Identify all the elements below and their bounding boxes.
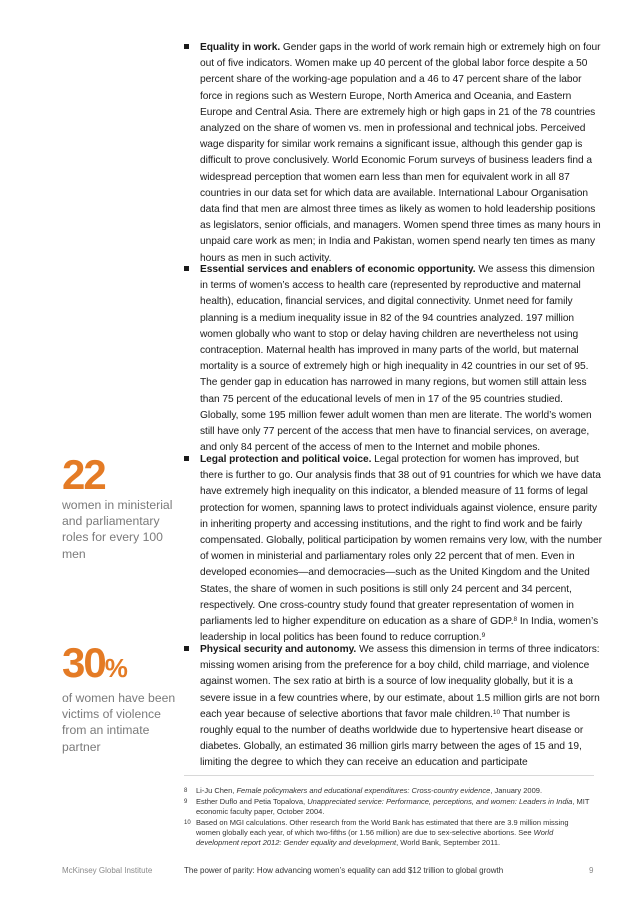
footnote-text: , January 2009. xyxy=(490,786,543,795)
footnote-10 xyxy=(184,818,594,848)
footnote-8 xyxy=(184,786,594,796)
bullet-heading: Physical security and autonomy. xyxy=(200,644,357,655)
footnote-text: Esther Duflo and Petia Topalova, xyxy=(196,797,308,806)
footnote-number: 9 xyxy=(184,799,188,805)
bullet-marker xyxy=(184,646,189,651)
footnote-divider xyxy=(184,775,594,776)
bullet-paragraph xyxy=(200,40,602,267)
bullet-legal-protection xyxy=(184,452,602,646)
footnote-ref: 8 xyxy=(513,616,518,624)
footnote-title: Female policymakers and educational expenditures: Cross-country evidence xyxy=(236,786,491,795)
bullet-marker xyxy=(184,44,189,49)
footnote-ref: 10 xyxy=(492,708,501,716)
footer-publisher: McKinsey Global Institute xyxy=(62,866,153,875)
bullet-marker xyxy=(184,456,189,461)
footnote-title: Unappreciated service: Performance, perceptions, and women: Leaders in India xyxy=(307,797,573,806)
footnote-text: Based on MGI calculations. Other research from the World Bank has estimated that there are 3.9 million missing women globally each year, of which two-fifths (or 1.56 million) are due to sex-selective abortions. See xyxy=(196,818,569,837)
footnote-title: World development report 2012: Gender equality and development xyxy=(196,828,554,847)
bullet-text: We assess this dimension in terms of women’s access to health care (represented by reproductive and maternal health), education, financial services, and digital connectivity. Unmet need for family planning is a medium inequality issue in 82 of the 94 countries analyzed. 197 million women globally who want to stop or delay having children are nevertheless not using contraception. Maternal health has improved in many parts of the world, but maternal mortality is a source of extremely high or high inequality in 42 countries in our set of 95. The gender gap in education has narrowed in many regions, but women still attain less than 75 percent of the educational levels of men in 17 of the 95 countries studied. Globally, some 195 million fewer adult women than men are literate. The world’s women still have only 77 percent of the access that men have to financial services, on average, and only 84 percent of the access of men to the Internet and mobile phones. xyxy=(200,264,595,454)
page-number: 9 xyxy=(589,866,594,875)
bullet-paragraph xyxy=(200,452,602,646)
stat-description: women in ministerial and parliamentary roles for every 100 men xyxy=(62,498,173,561)
stat-description: of women have been victims of violence from an intimate partner xyxy=(62,691,176,754)
footnote-9 xyxy=(184,797,594,817)
footnote-text: , MIT economic faculty paper, October 2004. xyxy=(196,797,590,816)
bullet-heading: Essential services and enablers of economic opportunity. xyxy=(200,264,476,275)
sidebar-stat-violence xyxy=(62,639,180,755)
stat-value: 30 xyxy=(62,639,105,686)
footnote-text: Li-Ju Chen, xyxy=(196,786,237,795)
bullet-text-continued: In India, women’s leadership in local politics has been found to reduce corruption. xyxy=(200,616,599,644)
bullet-heading: Legal protection and political voice. xyxy=(200,454,372,465)
bullet-marker xyxy=(184,266,189,271)
bullet-text-continued: That number is roughly equal to the number of deaths worldwide due to hypertensive heart disease or diabetes. Globally, an estimated 36 million girls marry between the ages of 15 and 19, limiting the degree to which they can receive an education and participate xyxy=(200,708,584,769)
stat-number xyxy=(62,639,180,688)
stat-suffix: % xyxy=(104,653,128,683)
sidebar-stat-women-ministerial xyxy=(62,451,180,562)
bullet-physical-security xyxy=(184,642,602,772)
footnotes xyxy=(184,786,594,849)
bullet-paragraph xyxy=(200,642,602,772)
bullet-paragraph xyxy=(200,262,602,456)
bullet-heading: Equality in work. xyxy=(200,42,281,53)
footnote-number: 8 xyxy=(184,788,188,794)
bullet-text: Gender gaps in the world of work remain high or extremely high on four out of five indicators. Women make up 40 percent of the global labor force despite a 50 percent share of the working-age population and a 46 to 47 percent share of the labor force in regions such as Western Europe, North America and Oceania, and Eastern Europe and Central Asia. There are extremely high or high gaps in 21 of the 78 countries analyzed on the share of women vs. men in professional and technical jobs. Perceived wage disparity for similar work remains a significant issue, although this gender gap is difficult to prove conclusively. World Economic Forum surveys of business leaders find a widespread perception that women earn less than men for equivalent work in all 87 countries in our data set for which data are available. International Labour Organisation data find that men are almost three times as likely as women to hold leadership positions as legislators, senior officials, and managers. Women spend three times as many hours in unpaid care work as men; in India and Pakistan, women spend nearly ten times as many hours as men in such activity. xyxy=(200,42,601,264)
bullet-text: We assess this dimension in terms of three indicators: missing women arising from the preference for a boy child, child marriage, and violence against women. The sex ratio at birth is a source of low inequality globally, but it is a severe issue in a few countries where, by our estimate, about 1.5 million girls are not born each year because of selective abortions that favor male children. xyxy=(200,644,600,720)
stat-value: 22 xyxy=(62,451,105,498)
footnote-number: 10 xyxy=(184,820,191,826)
stat-number xyxy=(62,451,180,498)
bullet-equality-in-work xyxy=(184,40,602,267)
footnote-ref: 9 xyxy=(481,632,486,640)
footer-report-title: The power of parity: How advancing women’s equality can add $12 trillion to global growth xyxy=(184,866,504,875)
footnote-text: , World Bank, September 2011. xyxy=(396,838,501,847)
bullet-text: Legal protection for women has improved, but there is further to go. Our analysis finds that 38 out of 91 countries for which we have data have extremely high inequality on this indicator, a blended measure of 11 forms of legal protection for women, spanning laws to protect individuals against violence, ensure parity in inheriting property and accessing institutions, and the right to find work and be fairly compensated. Globally, political participation by women remains very low, with the number of women in ministerial and parliamentary roles only 22 percent that of men. Even in developed economies—and democracies—such as the United Kingdom and the United States, the share of women in such positions is still only 24 percent and 34 percent, respectively. One cross-country study found that greater representation of women in parliaments led to higher expenditure on education as a share of GDP. xyxy=(200,454,602,628)
bullet-essential-services xyxy=(184,262,602,456)
